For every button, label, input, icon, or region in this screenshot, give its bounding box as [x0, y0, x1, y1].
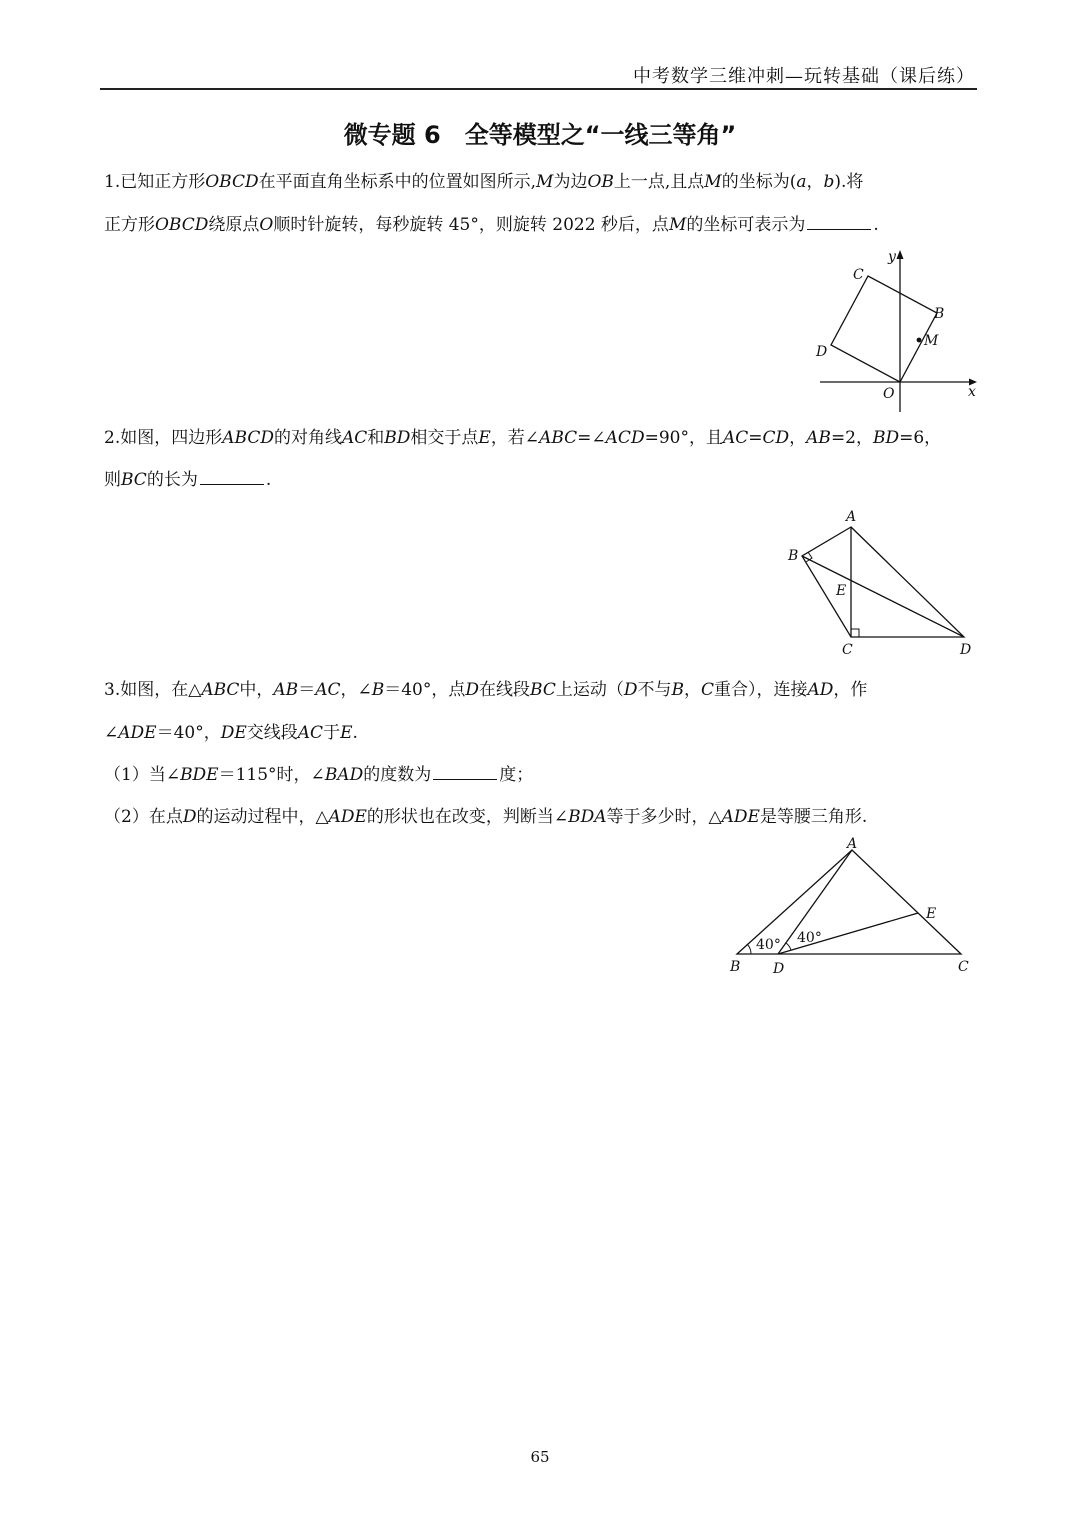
- label-E: E: [926, 906, 937, 922]
- point-M: [917, 338, 922, 343]
- label-x: x: [968, 384, 976, 400]
- angle-arc-ADE: [786, 943, 791, 950]
- page-number: 65: [530, 1448, 550, 1466]
- answer-blank-2[interactable]: [200, 467, 264, 485]
- label-A: A: [847, 836, 858, 852]
- label-B: B: [934, 306, 945, 322]
- label-O: O: [883, 386, 895, 402]
- question-3-line-1: 3.如图，在△ABC中，AB＝AC，∠B＝40°，点D在线段BC上运动（D不与B，C重合），连接AD，作: [104, 680, 868, 700]
- page-title: 微专题 6 全等模型之“一线三等角”: [343, 121, 737, 149]
- figure-1-square-on-axes: [810, 246, 990, 416]
- y-axis-arrow: [897, 250, 904, 259]
- question-2-line-1: 2.如图，四边形ABCD的对角线AC和BD相交于点E，若∠ABC=∠ACD=90°，且AC=CD，AB=2，BD=6，: [104, 428, 942, 448]
- label-D: D: [816, 344, 828, 360]
- question-1-line-2: 正方形OBCD绕原点O顺时针旋转，每秒旋转 45°，则旋转 2022 秒后，点M的坐标可表示为 .: [104, 212, 980, 237]
- angle-label-D: 40°: [797, 930, 822, 946]
- label-B: B: [730, 959, 741, 975]
- running-title: 中考数学三维冲刺—玩转基础（课后练）: [633, 66, 975, 87]
- answer-blank-3[interactable]: [433, 762, 497, 780]
- answer-blank-1[interactable]: [807, 212, 871, 230]
- label-D: D: [773, 961, 785, 977]
- label-D: D: [960, 642, 972, 658]
- label-B: B: [788, 548, 799, 564]
- label-M: M: [924, 333, 939, 349]
- right-angle-C: [851, 629, 859, 637]
- label-E: E: [836, 583, 847, 599]
- angle-label-B: 40°: [756, 937, 781, 953]
- running-header: [100, 58, 977, 90]
- label-C: C: [958, 959, 969, 975]
- question-3-line-2: ∠ADE＝40°，DE交线段AC于E.: [104, 723, 358, 743]
- square-OBCD: [831, 276, 937, 382]
- figure-3-triangle: [720, 836, 990, 980]
- quadrilateral-ABCD: [802, 527, 964, 637]
- angle-arc-B: [747, 944, 751, 954]
- question-3-part-1: （1）当∠BDE＝115°时，∠BAD的度数为 度；: [104, 762, 980, 787]
- label-C: C: [842, 642, 853, 658]
- label-A: A: [846, 509, 857, 525]
- label-y: y: [888, 249, 896, 265]
- question-1-line-1: 1.已知正方形OBCD在平面直角坐标系中的位置如图所示,M为边OB上一点,且点M的坐标为(a，b).将: [104, 172, 864, 192]
- figure-2-quadrilateral: [780, 505, 990, 665]
- label-C: C: [853, 267, 864, 283]
- question-2-line-2: 则BC的长为 .: [104, 467, 980, 492]
- question-3-part-2: （2）在点D的运动过程中，△ADE的形状也在改变，判断当∠BDA等于多少时，△ADE是等腰三角形.: [104, 807, 868, 827]
